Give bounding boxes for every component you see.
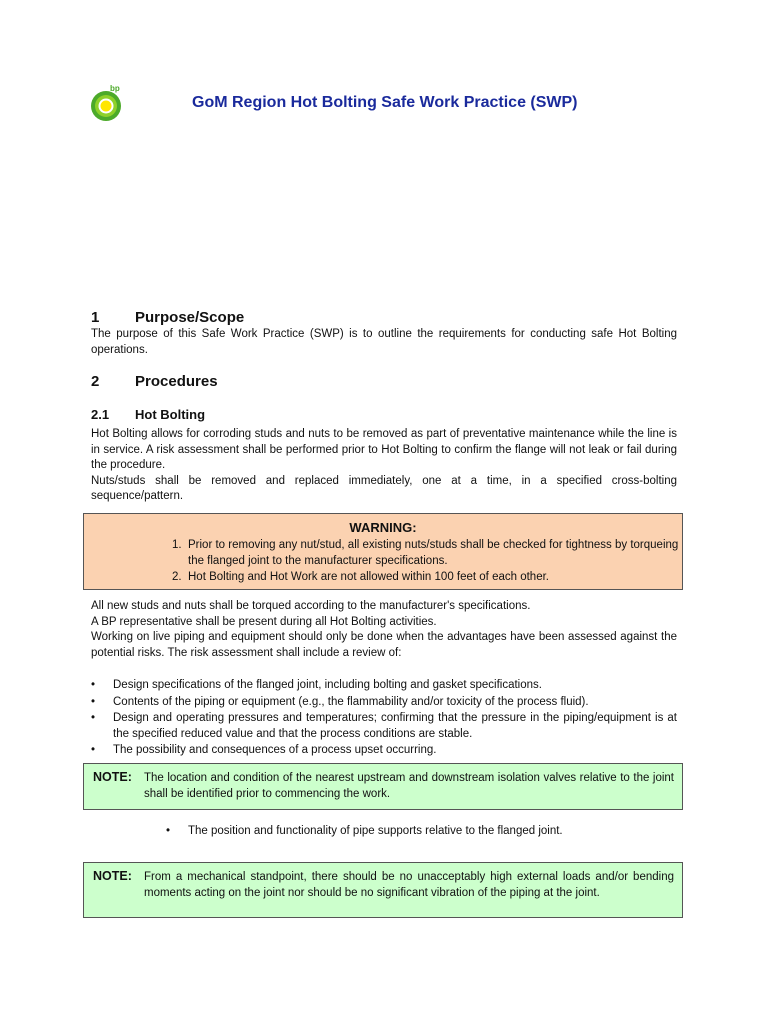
bullet-icon: • bbox=[91, 679, 96, 691]
warning-box bbox=[83, 513, 683, 590]
section-1-number: 1 bbox=[91, 309, 100, 326]
note-text: From a mechanical standpoint, there should be no unacceptably high external loads and/or bending moments acting on the joint nor should be no significant vibration of the piping at the joint. bbox=[144, 871, 674, 899]
section-1-text bbox=[91, 327, 677, 358]
helios-icon bbox=[90, 90, 122, 122]
list-item bbox=[91, 695, 677, 711]
list-item-text: Design and operating pressures and temperatures; confirming that the pressure in the piping/equipment is at the specified reduced value and that the process conditions are stable. bbox=[113, 712, 677, 740]
warning-title: WARNING: bbox=[349, 520, 417, 535]
bp-logo bbox=[88, 84, 128, 124]
document-title: GoM Region Hot Bolting Safe Work Practice (SWP) bbox=[192, 94, 578, 111]
section-2-heading bbox=[91, 373, 218, 390]
list-item-text: Contents of the piping or equipment (e.g., the flammability and/or toxicity of the process fluid). bbox=[113, 695, 589, 708]
bullet-icon: • bbox=[91, 712, 96, 725]
purpose-paragraph: The purpose of this Safe Work Practice (SWP) is to outline the requirements for conducting safe Hot Bolting operations. bbox=[91, 328, 677, 356]
warning-item bbox=[84, 537, 682, 569]
hot-bolting-paragraph-1: Hot Bolting allows for corroding studs and nuts to be removed as part of preventative maintenance while the line is in service. A risk assessment shall be performed prior to Hot Bolting to confirm the flange will not leak or fail during the procedure. bbox=[91, 428, 677, 472]
section-2-number: 2 bbox=[91, 373, 100, 390]
section-1-title: Purpose/Scope bbox=[135, 309, 245, 326]
section-2-title: Procedures bbox=[135, 373, 218, 390]
hot-bolting-paragraph-2: Nuts/studs shall be removed and replaced immediately, one at a time, in a specified cross-bolting sequence/pattern. bbox=[91, 474, 677, 503]
section-2-1-title: Hot Bolting bbox=[135, 407, 206, 422]
list-item bbox=[91, 711, 677, 742]
hot-bolting-text bbox=[91, 427, 677, 505]
note-label: NOTE: bbox=[93, 869, 132, 883]
bp-representative-requirement: A BP representative shall be present during all Hot Bolting activities. bbox=[91, 615, 437, 628]
pipe-supports-item bbox=[166, 825, 563, 837]
warning-item-number: 2. bbox=[172, 571, 182, 583]
warning-item-text: Prior to removing any nut/stud, all existing nuts/studs shall be checked for tightness by torqueing the flanged joint to the manufacturer specifications. bbox=[188, 539, 679, 567]
note-text: The location and condition of the nearest upstream and downstream isolation valves relative to the joint shall be identified prior to commencing the work. bbox=[144, 772, 674, 800]
warning-item-number: 1. bbox=[172, 539, 182, 551]
section-2-1-heading bbox=[91, 407, 205, 422]
requirements-text bbox=[91, 599, 677, 661]
warning-item bbox=[84, 569, 682, 585]
bullet-icon: • bbox=[91, 695, 96, 708]
torque-requirement: All new studs and nuts shall be torqued according to the manufacturer's specifications. bbox=[91, 600, 531, 612]
bullet-icon: • bbox=[166, 825, 171, 837]
section-2-1-number: 2.1 bbox=[91, 407, 110, 422]
note-box-isolation-valves bbox=[83, 763, 683, 810]
list-item bbox=[91, 678, 677, 694]
list-item bbox=[91, 743, 677, 759]
note-box-mechanical bbox=[83, 862, 683, 918]
warning-list bbox=[84, 537, 682, 585]
list-item-text: The possibility and consequences of a process upset occurring. bbox=[113, 744, 437, 757]
risk-assessment-intro: Working on live piping and equipment should only be done when the advantages have been assessed against the potential risks. The risk assessment shall include a review of: bbox=[91, 631, 677, 659]
warning-item-text: Hot Bolting and Hot Work are not allowed within 100 feet of each other. bbox=[188, 571, 549, 583]
list-item-text: Design specifications of the flanged joint, including bolting and gasket specifications. bbox=[113, 679, 542, 691]
list-item-text: The position and functionality of pipe supports relative to the flanged joint. bbox=[188, 825, 563, 837]
bp-logo-text: bp bbox=[110, 84, 120, 93]
risk-review-list bbox=[91, 678, 677, 760]
section-1-heading bbox=[91, 309, 244, 326]
note-label: NOTE: bbox=[93, 770, 132, 784]
bullet-icon: • bbox=[91, 744, 96, 757]
